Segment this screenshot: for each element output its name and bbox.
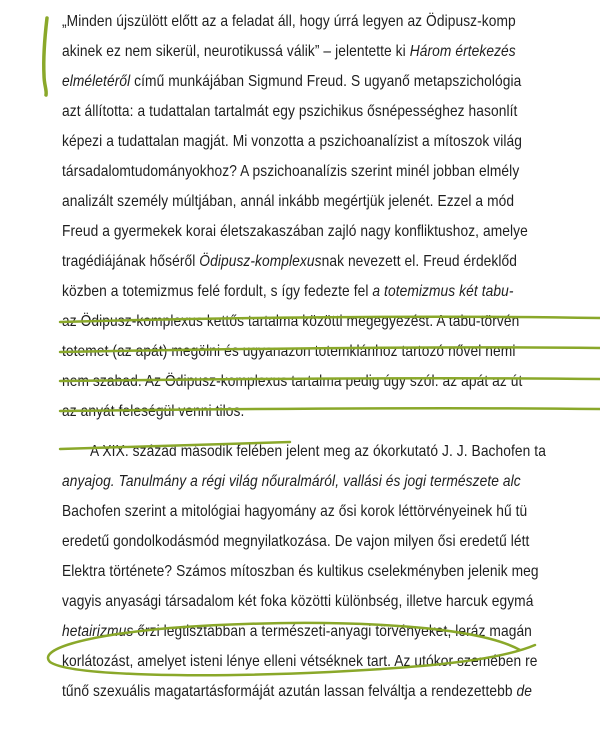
italic-text: de [516,683,532,700]
text-line [62,473,521,491]
body-text: Bachofen szerint a mitológiai hagyomány az ősi korok léttörvényeinek hű tü [62,503,528,520]
body-text: nem szabad. Az Ödipusz-komplexus tartalma pedig úgy szól: az apát az út [62,373,523,390]
body-text: totemet (az apát) megölni és ugyanazon totemklánhoz tartozó nővel nemi [62,343,516,360]
body-text: társadalomtudományokhoz? A pszichoanalízis szerint minél jobban elmély [62,163,520,180]
body-text: „Minden újszülött előtt az a feladat áll, hogy úrrá legyen az Ödipusz-komp [62,13,516,30]
text-line [62,533,529,551]
text-line [62,283,513,301]
text-line [62,503,527,521]
body-text: akinek ez nem sikerül, neurotikussá válik” – jelentette ki [62,43,410,60]
text-line [62,313,519,331]
text-line [62,653,538,671]
margin-bracket-mark [44,18,47,95]
italic-text: elméletéről [62,73,131,90]
text-line [62,163,519,181]
body-text: című munkájában Sigmund Freud. S ugyanő metapszichológia [130,73,522,90]
body-text: Freud a gyermekek korai életszakaszában zajló nagy konfliktushoz, amelye [62,223,528,240]
body-text: azt állította: a tudattalan tartalmát egy pszichikus ősnépességhez hasonlít [62,103,518,120]
text-line [62,13,516,31]
body-text: A XIX. század második felében jelent meg az ókorkutató J. J. Bachofen ta [90,443,546,460]
body-text: az anyát feleségül venni tilos. [62,403,245,420]
text-line [62,623,532,641]
body-text: eredetű gondolkodásmód megnyilatkozása. De vajon milyen ősi eredetű létt [62,533,530,550]
body-text: képezi a tudattalan magját. Mi vonzotta a pszichoanalízist a mítoszok világ [62,133,523,150]
text-line [62,133,522,151]
text-line [62,403,244,421]
text-line [62,683,532,701]
text-line [62,43,516,61]
body-text: tűnő szexuális magatartásformáját azután lassan felváltja a rendezettebb [62,683,517,700]
body-text: analizált személy múltjában, annál inkább megértjük jelenét. Ezzel a mód [62,193,515,210]
text-line [62,563,539,581]
body-text: korlátozást, amelyet isteni lénye elleni vétséknek tart. Az utókor szemében re [62,653,538,670]
italic-text: a totemizmus két tabu- [372,283,514,300]
body-text: vagyis anyasági társadalom két foka közötti különbség, illetve harcuk egymá [62,593,534,610]
body-text: őrzi legtisztábban a természeti-anyagi törvényeket, leráz magán [133,623,532,640]
text-line [62,373,522,391]
text-line [62,73,521,91]
italic-text: anyajog. Tanulmány a régi világ nőuralmáról, vallási és jogi természete alc [62,473,521,490]
text-line [62,253,517,271]
text-line [62,343,515,361]
body-text: tragédiájának hőséről [62,253,200,270]
body-text: közben a totemizmus felé fordult, s így fedezte fel [62,283,373,300]
body-text: az Ödipusz-komplexus kettős tartalma közötti megegyezést. A tabu-törvén [62,313,520,330]
body-text: nak nevezett el. Freud érdeklőd [321,253,518,270]
italic-text: Három értekezés [409,43,516,60]
italic-text: hetairizmus [62,623,134,640]
text-line [62,103,517,121]
text-line [62,223,528,241]
body-text: Elektra története? Számos mítoszban és kultikus cselekményben jelenik meg [62,563,539,580]
text-line [62,193,514,211]
text-line [62,593,533,611]
text-line [90,443,546,461]
italic-text: Ödipusz-komplexus [199,253,322,270]
